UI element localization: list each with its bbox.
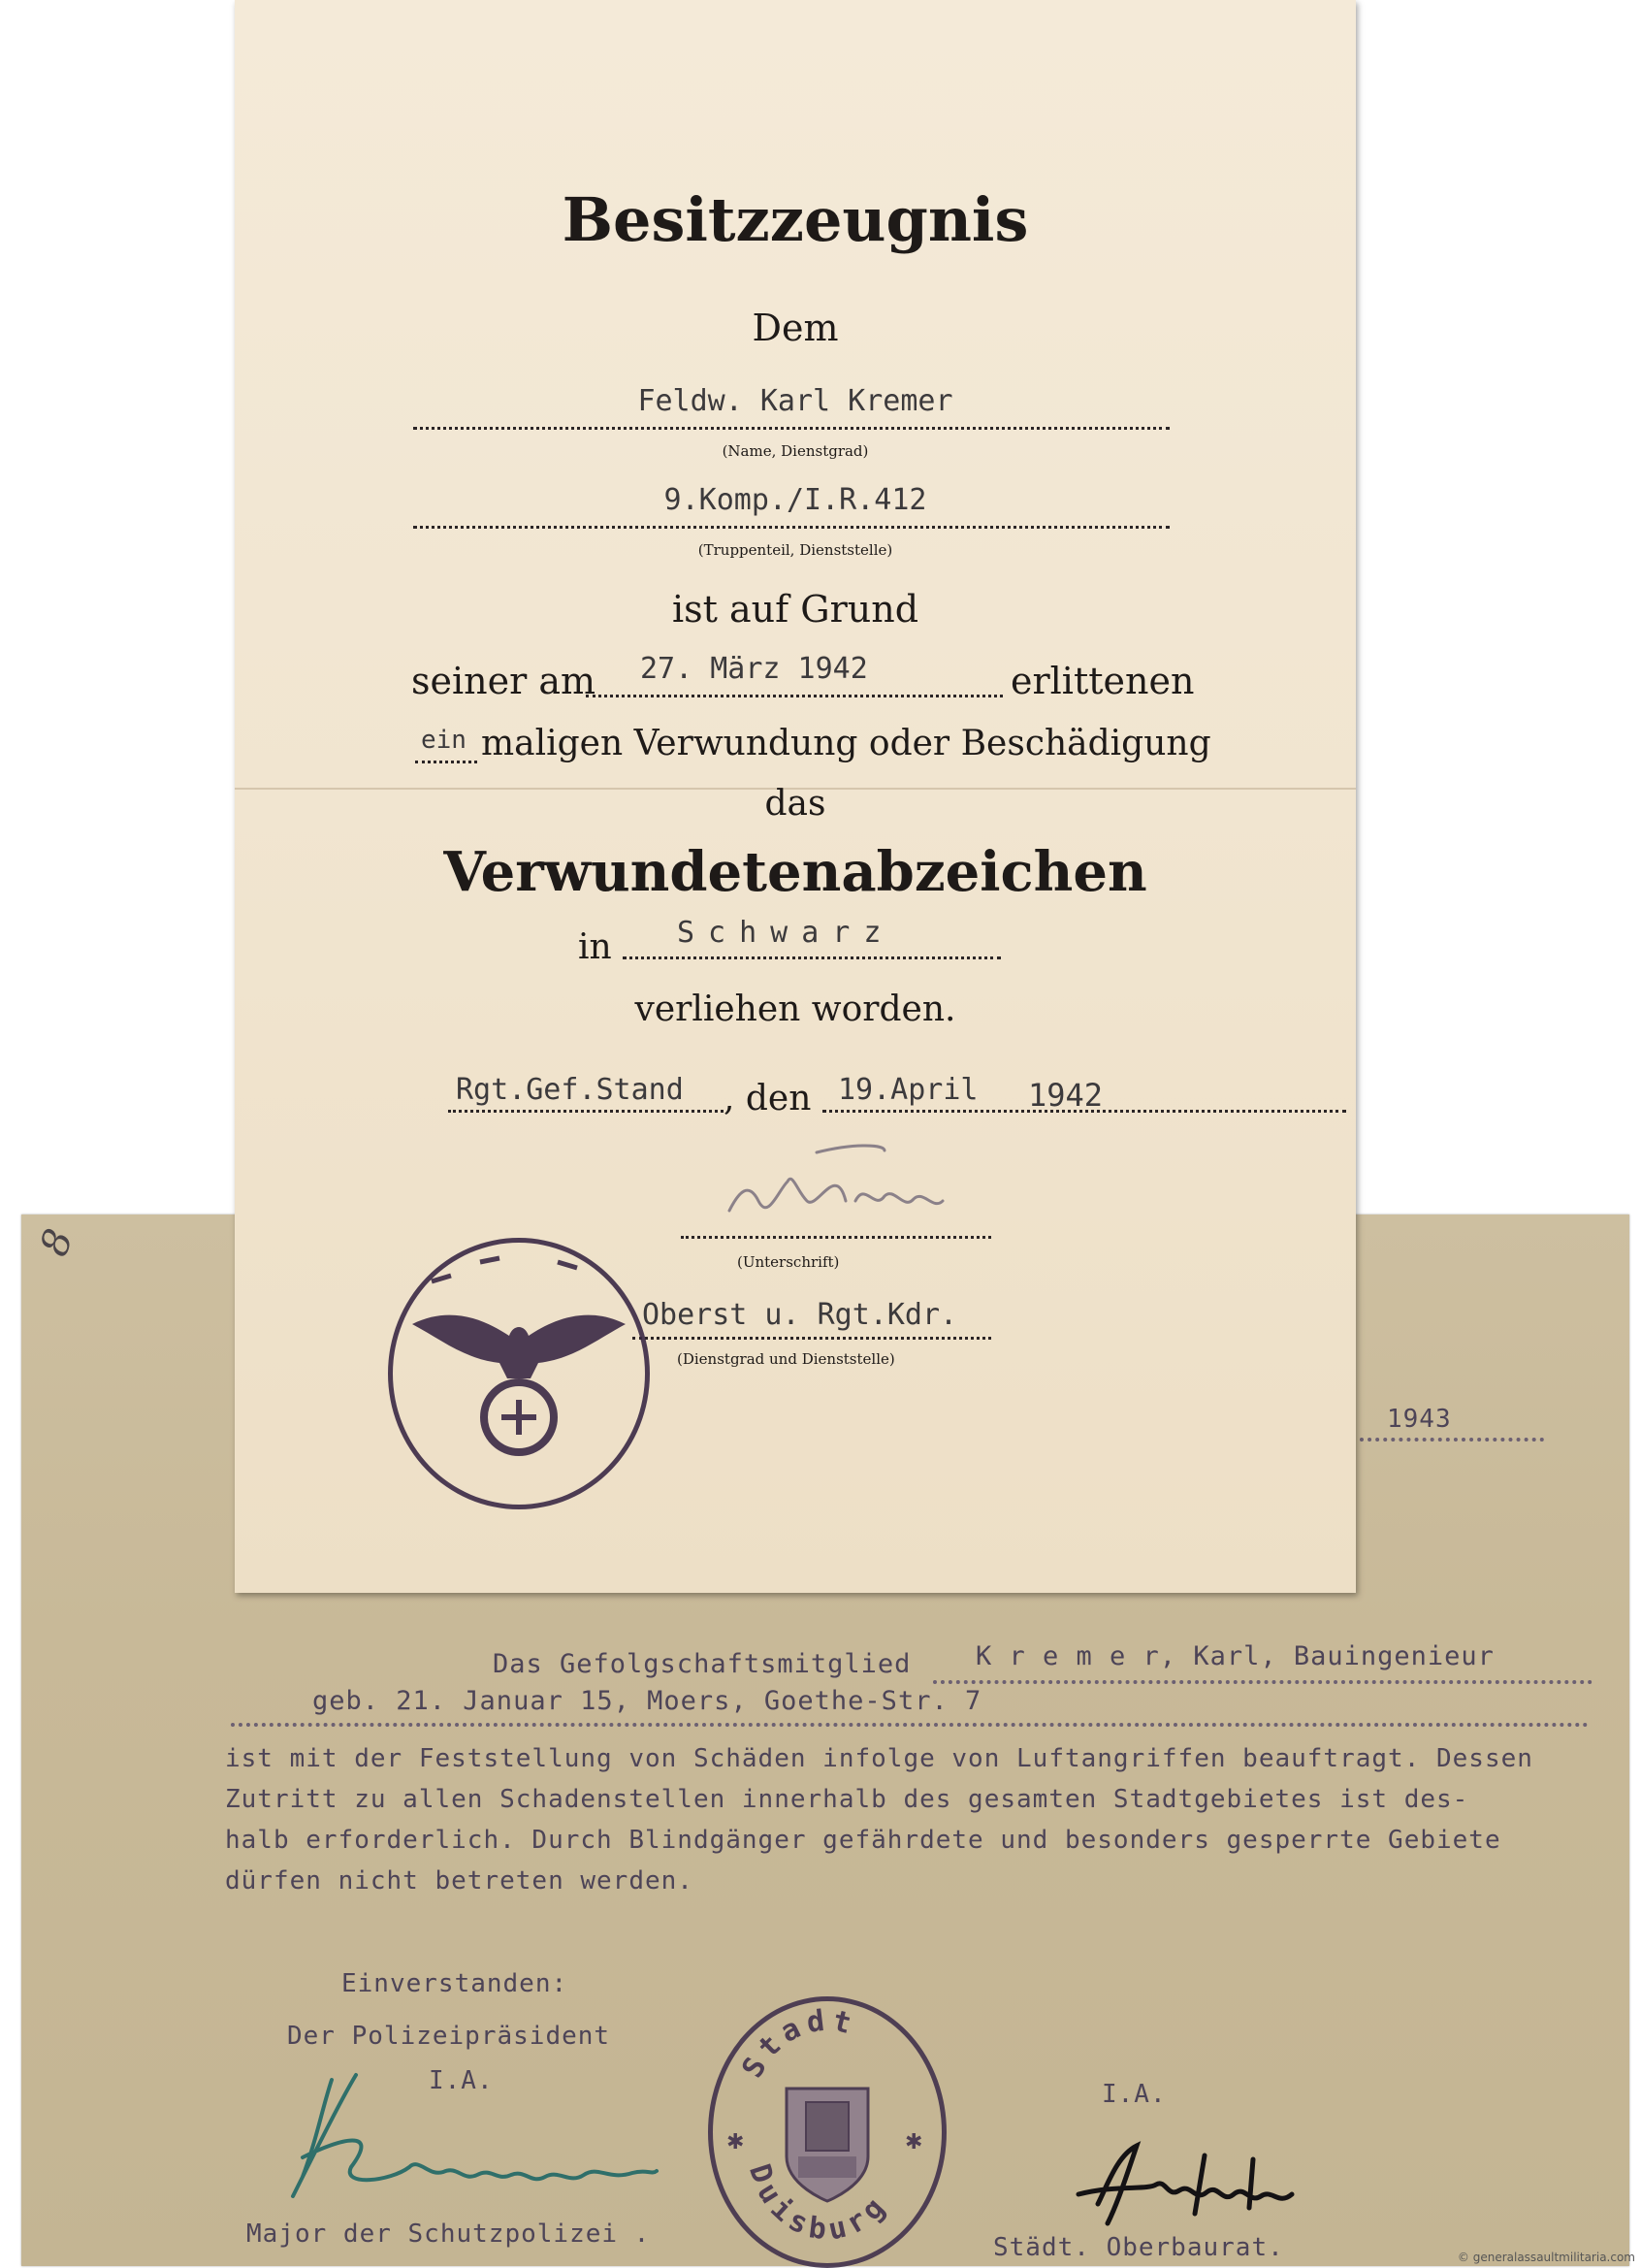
birth-dotted-line bbox=[231, 1723, 1589, 1727]
unit-value: 9.Komp./I.R.412 bbox=[663, 483, 927, 517]
svg-text:✱: ✱ bbox=[726, 2130, 745, 2155]
copyright-notice: © generalassaultmilitaria.com bbox=[1457, 2251, 1635, 2264]
ein-dotted-line bbox=[415, 761, 477, 763]
issue-year-value: 1942 bbox=[1028, 1077, 1104, 1114]
regimental-eagle-stamp bbox=[388, 1238, 650, 1509]
in-label: in bbox=[578, 927, 612, 967]
pass-date-fragment: 1943 bbox=[1387, 1405, 1452, 1434]
right-signature bbox=[1059, 2126, 1321, 2233]
name-rank-value: Feldw. Karl Kremer bbox=[637, 384, 953, 418]
rank-dotted-line bbox=[632, 1337, 991, 1340]
duisburg-city-stamp bbox=[708, 1996, 947, 2268]
dem-label: Dem bbox=[752, 307, 839, 349]
wound-badge-certificate bbox=[235, 0, 1356, 1593]
den-label: , den bbox=[724, 1079, 812, 1118]
issue-date-value: 19.April bbox=[838, 1073, 979, 1107]
seiner-am-label: seiner am bbox=[411, 660, 596, 702]
grade-dotted-line bbox=[623, 956, 1001, 959]
left-role-label: Major der Schutzpolizei . bbox=[246, 2219, 651, 2249]
right-ia-label: I.A. bbox=[1102, 2080, 1167, 2109]
wound-date-value: 27. März 1942 bbox=[640, 652, 868, 686]
body-line-4: dürfen nicht betreten werden. bbox=[225, 1866, 693, 1895]
name-dotted-line bbox=[413, 427, 1170, 430]
member-birth-value: geb. 21. Januar 15, Moers, Goethe-Str. 7 bbox=[312, 1686, 982, 1716]
unit-caption: (Truppenteil, Dienststelle) bbox=[697, 541, 893, 559]
rank-position-value: Oberst u. Rgt.Kdr. bbox=[642, 1298, 958, 1332]
member-label: Das Gefolgschaftsmitglied bbox=[493, 1649, 912, 1679]
stamp-bottom-text: Duisburg bbox=[742, 2159, 896, 2248]
name-rank-caption: (Name, Dienstgrad) bbox=[722, 442, 869, 460]
left-ia-label: I.A. bbox=[429, 2066, 494, 2095]
wound-date-dotted-line bbox=[586, 695, 1003, 697]
grund-line: ist auf Grund bbox=[671, 588, 919, 631]
rank-caption: (Dienstgrad und Dienststelle) bbox=[677, 1350, 895, 1368]
maligen-line: maligen Verwundung oder Beschädigung bbox=[481, 724, 1211, 763]
date-dotted-line bbox=[1360, 1438, 1544, 1442]
body-line-1: ist mit der Feststellung von Schäden infolge von Luftangriffen beauftragt. Dessen bbox=[225, 1744, 1533, 1773]
das-label: das bbox=[764, 784, 826, 824]
corner-mark: 8 bbox=[31, 1223, 82, 1262]
left-signature bbox=[264, 2060, 671, 2216]
place-value: Rgt.Gef.Stand bbox=[456, 1073, 684, 1107]
grade-value: Schwarz bbox=[677, 916, 895, 950]
award-name: Verwundetenabzeichen bbox=[443, 840, 1147, 904]
right-role-label: Städt. Oberbaurat. bbox=[993, 2233, 1284, 2262]
member-name-value: K r e m e r, Karl, Bauingenieur bbox=[976, 1641, 1495, 1671]
stamp-top-text: Stadt bbox=[735, 2003, 860, 2084]
commander-signature bbox=[700, 1143, 991, 1240]
body-line-2: Zutritt zu allen Schadenstellen innerhalb des gesamten Stadtgebietes ist des- bbox=[225, 1785, 1469, 1814]
body-line-3: halb erforderlich. Durch Blindgänger gefährdete und besonders gesperrte Gebiete bbox=[225, 1826, 1501, 1855]
issue-date-dotted-line bbox=[822, 1110, 1346, 1113]
duisburg-stamp-lettering bbox=[713, 2001, 942, 2263]
agreed-label: Einverstanden: bbox=[341, 1969, 568, 1998]
signature-dotted-line bbox=[681, 1236, 991, 1239]
police-president-label: Der Polizeipräsident bbox=[287, 2022, 611, 2051]
erlittenen-label: erlittenen bbox=[1011, 660, 1195, 702]
ein-value: ein bbox=[421, 726, 467, 755]
member-dotted-line bbox=[933, 1680, 1593, 1684]
certificate-title: Besitzzeugnis bbox=[562, 184, 1029, 255]
svg-text:Stadt bbox=[735, 2003, 859, 2084]
svg-text:✱: ✱ bbox=[905, 2130, 923, 2155]
signature-caption: (Unterschrift) bbox=[737, 1253, 840, 1271]
unit-dotted-line bbox=[413, 526, 1170, 529]
verliehen-line: verliehen worden. bbox=[634, 989, 956, 1029]
place-dotted-line bbox=[448, 1110, 724, 1113]
